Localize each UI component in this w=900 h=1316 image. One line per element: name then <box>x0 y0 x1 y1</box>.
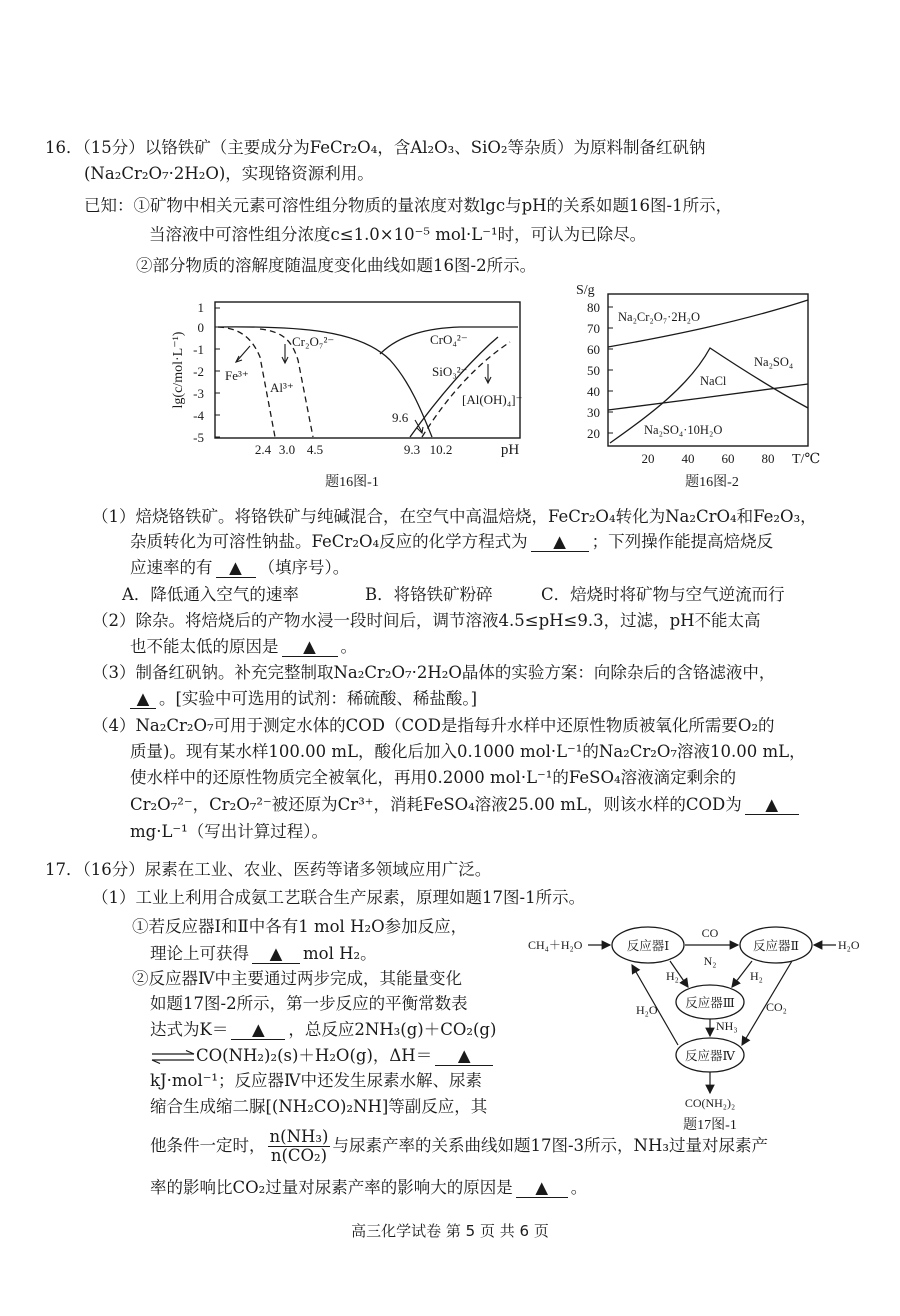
q16-known-line-3: ②部分物质的溶解度随温度变化曲线如题16图-2所示。 <box>136 256 537 275</box>
fig16-1-sio3-curve <box>410 337 498 437</box>
q16-part2-text-a: 也不能太低的原因是 <box>130 637 279 656</box>
flow-h2-label: H₂ <box>666 969 679 983</box>
fig16-1-xtick: 3.0 <box>278 442 296 457</box>
q16-part3-text: 。[实验中可选用的试剂：稀硫酸、稀盐酸。] <box>159 689 478 708</box>
q17-part1-line-6 <box>150 1018 496 1042</box>
q16-option-b: B．将铬铁矿粉碎 <box>365 585 493 604</box>
q17-part1-line-11 <box>150 1176 587 1200</box>
q17-text-f: 他条件一定时， <box>150 1136 266 1155</box>
equilibrium-arrow-icon <box>150 1050 196 1064</box>
q16-part2-line-2 <box>130 635 357 659</box>
q16-part1-text-b: ；下列操作能提高焙烧反 <box>591 532 774 551</box>
flow-h2-label: H₂ <box>750 969 763 983</box>
fig16-2-xlabel: T/℃ <box>792 452 821 467</box>
fig16-2-xtick: 20 <box>641 451 655 466</box>
fig16-1-xtick: 10.2 <box>429 442 453 457</box>
reactor-1-label: 反应器Ⅰ <box>626 939 670 953</box>
fig16-1-xtick: 9.3 <box>403 442 421 457</box>
fig16-2-xtick: 60 <box>721 451 735 466</box>
fig16-1-ytick: 0 <box>197 320 204 335</box>
answer-blank: ▲ <box>231 1021 285 1040</box>
q16-part3-line-2 <box>130 687 477 711</box>
fig16-1-ytick: -1 <box>193 342 204 357</box>
q17-part1-line-1: （1）工业上利用合成氨工艺联合生产尿素，原理如题17图-1所示。 <box>92 888 586 907</box>
q16-option-c: C．焙烧时将矿物与空气逆流而行 <box>541 585 785 604</box>
fig16-1-ytick: -4 <box>193 408 204 423</box>
q17-text-i: 。 <box>570 1178 588 1197</box>
answer-blank: ▲ <box>130 690 156 709</box>
q16-part1-text-d: （填序号）。 <box>258 558 350 577</box>
q16-part1-text-c: 应速率的有 <box>130 558 213 577</box>
fig16-1-label-9-6: 9.6 <box>392 410 409 425</box>
answer-blank: ▲ <box>216 559 256 578</box>
q17-part1-line-10 <box>150 1128 768 1165</box>
q16-part3-line-1: （3）制备红矾钠。补充完整制取Na₂Cr₂O₇·2H₂O晶体的实验方案：向除杂后的含铬滤液中， <box>92 663 776 682</box>
flow-h2o-label: H₂O <box>636 1003 658 1017</box>
q17-text-d: ，总反应2NH₃(g)＋CO₂(g) <box>288 1020 497 1039</box>
q16-part4-line-3: 使水样中的还原性物质完全被氧化，再用0.2000 mol·L⁻¹的FeSO₄溶液滴定剩余的 <box>130 768 737 787</box>
page-footer: 高三化学试卷 第 5 页 共 6 页 <box>351 1222 549 1240</box>
figure-16-2 <box>560 280 840 492</box>
fig16-1-label-cro4: CrO₄²⁻ <box>430 332 468 347</box>
q16-known-line-2: 当溶液中可溶性组分浓度c≤1.0×10⁻⁵ mol·L⁻¹时，可认为已除尽。 <box>149 225 647 244</box>
q17-part1-line-8: kJ·mol⁻¹；反应器Ⅳ中还发生尿素水解、尿素 <box>150 1071 483 1090</box>
answer-blank: ▲ <box>745 796 799 815</box>
fig16-2-ytick: 40 <box>587 384 600 399</box>
q17-text-e: CO(NH₂)₂(s)＋H₂O(g)，ΔH＝ <box>196 1046 433 1065</box>
answer-blank: ▲ <box>435 1047 493 1066</box>
q16-stem-line-2: (Na₂Cr₂O₇·2H₂O)，实现铬资源利用。 <box>84 164 374 183</box>
q16-part4-line-2: 质量)。现有某水样100.00 mL，酸化后加入0.1000 mol·L⁻¹的Na₂Cr₂O₇溶液10.00 mL， <box>130 742 806 761</box>
answer-blank: ▲ <box>531 533 589 552</box>
answer-blank: ▲ <box>252 945 300 964</box>
q16-part2-line-1: （2）除杂。将焙烧后的产物水浸一段时间后，调节溶液4.5≤pH≤9.3，过滤，pH不能太高 <box>92 611 761 630</box>
q17-part1-line-9: 缩合生成缩二脲[(NH₂CO)₂NH]等副反应，其 <box>150 1097 488 1116</box>
q16-part1-text-a: 杂质转化为可溶性钠盐。FeCr₂O₄反应的化学方程式为 <box>130 532 528 551</box>
fig16-1-label-aloh4: [Al(OH)₄]⁻ <box>462 392 523 407</box>
fig16-1-frame <box>215 302 520 438</box>
fraction-numerator: n(NH₃) <box>269 1127 329 1146</box>
fig16-2-caption: 题16图-2 <box>685 475 739 490</box>
q16-part4-line-1: （4）Na₂Cr₂O₇可用于测定水体的COD（COD是指每升水样中还原性物质被氧化所需要O₂的 <box>92 716 775 735</box>
flow-nh3-label: NH₃ <box>716 1019 738 1033</box>
fig16-1-label-fe: Fe³⁺ <box>225 368 249 383</box>
reactor-3-label: 反应器Ⅲ <box>685 996 735 1010</box>
q17-part1-line-2: ①若反应器Ⅰ和Ⅱ中各有1 mol H₂O参加反应， <box>132 917 468 936</box>
q16-part4-line-5: mg·L⁻¹（写出计算过程）。 <box>130 822 328 841</box>
figure-17-1 <box>520 915 860 1133</box>
fig17-1-caption: 题17图-1 <box>683 1118 737 1133</box>
fig16-2-xtick: 40 <box>681 451 695 466</box>
reactor-2-label: 反应器Ⅱ <box>753 939 799 953</box>
fig16-2-ytick: 20 <box>587 426 600 441</box>
q16-known-line-1: 已知：①矿物中相关元素可溶性组分物质的量浓度对数lgc与pH的关系如题16图-1所示， <box>84 196 733 215</box>
answer-blank: ▲ <box>516 1179 568 1198</box>
flow-co2-label: CO₂ <box>766 1000 787 1014</box>
figure-16-1 <box>160 282 540 492</box>
fig16-1-label-cr2o7: Cr₂O₇²⁻ <box>292 334 335 349</box>
q17-text-b: mol H₂。 <box>303 944 377 963</box>
q16-part1-line-1: （1）焙烧铬铁矿。将铬铁矿与纯碱混合，在空气中高温焙烧，FeCr₂O₄转化为Na₂CrO₄和Fe₂O₃， <box>92 507 817 526</box>
fig16-1-ytick: 1 <box>197 300 204 315</box>
fig16-2-label-decahydrate: Na₂SO₄·10H₂O <box>644 423 723 437</box>
q17-text-c: 达式为K＝ <box>150 1020 229 1039</box>
fig16-2-xtick: 80 <box>761 451 775 466</box>
q17-part1-line-3 <box>150 942 377 966</box>
input-h2o-label: H₂O <box>838 938 860 952</box>
fig16-1-xtick: 4.5 <box>306 442 324 457</box>
q17-text-h: 率的影响比CO₂过量对尿素产率的影响大的原因是 <box>150 1178 513 1197</box>
flow-co-label: CO <box>701 926 719 940</box>
flow-n2-label: N₂ <box>703 954 717 968</box>
q16-part1-line-3 <box>130 556 349 580</box>
reactor-4-label: 反应器Ⅳ <box>685 1049 735 1063</box>
fig16-1-caption: 题16图-1 <box>325 475 379 490</box>
q17-text-g: 与尿素产率的关系曲线如题17图-3所示，NH₃过量对尿素产 <box>332 1136 768 1155</box>
ratio-fraction <box>268 1128 331 1165</box>
q17-stem: 17．（16分）尿素在工业、农业、医药等诸多领域应用广泛。 <box>45 860 492 879</box>
input-ch4-h2o-label: CH₄＋H₂O <box>528 938 583 952</box>
fig16-2-ylabel: S/g <box>576 283 595 298</box>
q17-part1-line-7 <box>150 1044 496 1068</box>
product-urea-label: CO(NH₂)₂ <box>684 1096 736 1110</box>
fig16-1-ylabel: lg(c/mol·L⁻¹) <box>171 331 186 409</box>
fig16-1-aloh4-curve <box>422 342 510 437</box>
fig16-2-ytick: 80 <box>587 300 600 315</box>
q16-stem-line-1: 16．（15分）以铬铁矿（主要成分为FeCr₂O₄，含Al₂O₃、SiO₂等杂质）为原料制备红矾钠 <box>45 138 706 157</box>
fig16-1-xtick: 2.4 <box>254 442 272 457</box>
fig16-1-ytick: -3 <box>193 386 204 401</box>
fig16-2-ytick: 70 <box>587 321 600 336</box>
fig16-2-label-na2so4: Na₂SO₄ <box>754 355 794 369</box>
q17-part1-line-5: 如题17图-2所示，第一步反应的平衡常数表 <box>150 994 468 1013</box>
q17-part1-line-4: ②反应器Ⅳ中主要通过两步完成，其能量变化 <box>132 969 462 988</box>
fig16-1-ytick: -2 <box>193 364 204 379</box>
fig16-1-label-al: Al³⁺ <box>270 380 294 395</box>
q16-option-a: A．降低通入空气的速率 <box>122 585 299 604</box>
q17-text-a: 理论上可获得 <box>150 944 249 963</box>
fig16-1-label-sio3: SiO₃²⁻ <box>432 364 468 379</box>
q16-part4-text: Cr₂O₇²⁻，Cr₂O₇²⁻被还原为Cr³⁺，消耗FeSO₄溶液25.00 mL，则该水样的COD为 <box>130 795 742 814</box>
fig16-2-ytick: 60 <box>587 342 600 357</box>
fig16-1-ytick: -5 <box>193 430 204 445</box>
answer-blank: ▲ <box>282 638 338 657</box>
fig16-2-label-dichromate: Na₂Cr₂O₇·2H₂O <box>618 310 701 324</box>
fig16-2-ytick: 30 <box>587 405 600 420</box>
q16-part2-text-b: 。 <box>340 637 357 656</box>
fig16-2-ytick: 50 <box>587 363 600 378</box>
fig16-1-xlabel: pH <box>500 442 520 458</box>
q16-part1-line-2 <box>130 530 773 554</box>
fraction-denominator: n(CO₂) <box>270 1146 328 1165</box>
fig16-2-label-nacl: NaCl <box>700 374 727 388</box>
q16-part4-line-4 <box>130 793 802 817</box>
